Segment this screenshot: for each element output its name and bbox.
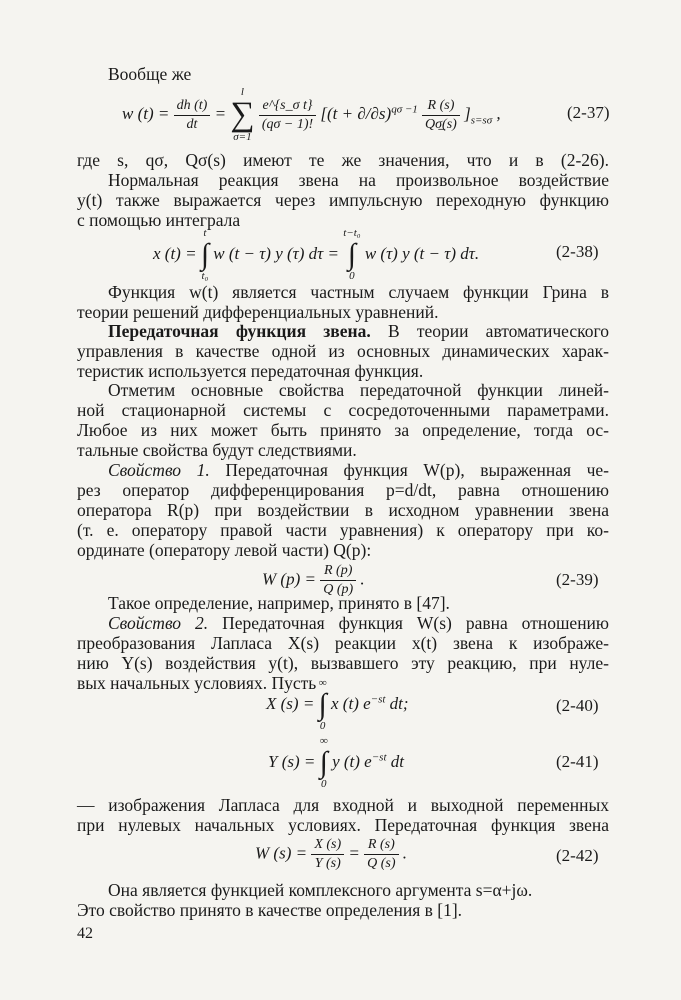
text-line: с помощью интеграла — [77, 210, 241, 230]
sum-operator — [230, 87, 254, 143]
equation-2-41 — [268, 736, 404, 790]
text-line: теристик используется передаточная функция. — [77, 361, 424, 381]
fraction — [259, 97, 316, 134]
eq-lhs: X (s) = — [266, 693, 319, 713]
text-line: Нормальная реакция звена на произвольное воздействие — [108, 170, 609, 190]
text-line: нию Y(s) воздействия y(t), вызвавшего эту реакцию, при нуле- — [77, 653, 609, 673]
equation-2-38 — [153, 228, 479, 282]
text-line: тальные свойства будут следствиями. — [77, 440, 357, 460]
bracket-term: [(t + ∂/∂s) — [320, 103, 392, 123]
eq-body: w (τ) y (t − τ) dτ. — [364, 243, 480, 263]
text-span: Передаточная функция W(p), выраженная че- — [209, 460, 609, 480]
text-line — [108, 321, 609, 341]
eq-body: x (t) e — [331, 693, 371, 713]
text-line: Это свойство принято в качестве определения в [1]. — [77, 900, 463, 920]
property-label: Свойство 2. — [108, 613, 209, 633]
text-line: Функция w(t) является частным случаем функции Грина в — [108, 282, 609, 302]
comma: , — [492, 103, 501, 123]
int-sub: 0 — [320, 778, 327, 790]
period: . — [402, 843, 408, 863]
frac-num: R (s) — [364, 836, 398, 855]
equation-number: (2-41) — [556, 752, 599, 771]
integral-operator — [319, 678, 327, 732]
period: . — [360, 569, 365, 589]
int-sup: ∞ — [319, 735, 328, 747]
frac-den: Y (s) — [314, 856, 341, 871]
power: qσ −1 — [391, 103, 418, 116]
frac-den: Qσ̲(s) — [425, 116, 457, 132]
eq-lhs: W (p) = — [262, 569, 321, 589]
fraction — [174, 97, 211, 134]
equation-2-37 — [122, 87, 501, 143]
sum-sup: l — [240, 86, 244, 98]
int-sup: t — [203, 227, 207, 239]
int-sup: ∞ — [318, 677, 327, 689]
text-line: Отметим основные свойства передаточной функции линей- — [108, 380, 609, 400]
text-line: Такое определение, например, принято в [47]. — [108, 593, 450, 613]
text-line: y(t) также выражается через импульсную переходную функцию — [77, 190, 609, 210]
frac-num: dh (t) — [174, 97, 211, 116]
eq-body: y (t) e — [332, 751, 372, 771]
text-line: где s, qσ, Qσ(s) имеют те же значения, что и в (2-26). — [77, 150, 609, 170]
equation-number: (2-42) — [556, 846, 599, 865]
text-line: преобразования Лапласа X(s) реакции x(t) звена к изображе- — [77, 633, 609, 653]
text-span: В теории автоматического — [370, 321, 610, 341]
fraction — [422, 97, 460, 134]
integral-operator — [320, 736, 328, 790]
text-line: теории решений дифференциальных уравнений. — [77, 302, 439, 322]
integral-sign: ∫ — [347, 238, 357, 271]
frac-den: dt — [186, 116, 198, 132]
text-line: Она является функцией комплексного аргумента s=α+jω. — [108, 880, 533, 900]
text-line: управления в качестве одной из основных динамических харак- — [77, 341, 609, 361]
eq-sign: = — [214, 103, 231, 123]
text-line: (т. е. оператору правой части уравнения) к оператору при ко- — [77, 520, 609, 540]
int-sup: t−t₀ — [343, 227, 361, 239]
eq-lhs: w (t) = — [122, 103, 174, 123]
frac-num: e^{s_σ t} — [259, 97, 316, 116]
integral-sign: ∫ — [319, 746, 328, 779]
eq-lhs: x (t) = — [153, 243, 201, 263]
frac-den: Q (p) — [323, 582, 354, 597]
eq-body: w (t − τ) y (τ) dτ = — [213, 243, 344, 263]
frac-num: R (p) — [320, 562, 356, 581]
sum-sub: σ=1 — [233, 131, 252, 143]
eq-lhs: Y (s) = — [268, 751, 320, 771]
int-sub: 0 — [349, 270, 355, 282]
sum-sign: ∑ — [230, 96, 255, 133]
exponent: −st — [370, 693, 386, 706]
int-sub: 0 — [319, 720, 326, 732]
integral-sign: ∫ — [318, 688, 327, 721]
frac-num: X (s) — [311, 836, 344, 855]
frac-den: (qσ − 1)! — [261, 116, 314, 132]
fraction — [311, 836, 344, 873]
text-line — [108, 613, 609, 633]
text-line: оператора R(p) при воздействии в исходном уравнении звена — [77, 500, 609, 520]
text-line: Любое из них может быть принято за определение, тогда ос- — [77, 420, 609, 440]
text-span: Передаточная функция W(s) равна отношению — [208, 613, 609, 633]
text-line: вых начальных условиях. Пусть — [77, 673, 317, 693]
frac-den: Q (s) — [367, 856, 396, 871]
equation-number: (2-40) — [556, 696, 599, 715]
text-line: Вообще же — [108, 64, 192, 84]
int-sub: t₀ — [201, 270, 209, 282]
integral-sign: ∫ — [200, 238, 210, 271]
text-line: при нулевых начальных условиях. Передаточная функция звена — [77, 815, 609, 835]
section-heading: Передаточная функция звена. — [108, 321, 371, 341]
exponent: −st — [371, 751, 387, 764]
text-line: рез оператор дифференцирования p=d/dt, равна отношению — [77, 480, 609, 500]
equation-2-40 — [266, 678, 409, 732]
bracket-close: ] — [464, 103, 471, 123]
eq-sign: = — [348, 843, 365, 863]
text-line: — изображения Лапласа для входной и выходной переменных — [77, 795, 609, 815]
eq-lhs: W (s) = — [255, 843, 312, 863]
eq-tail: dt — [386, 751, 404, 771]
fraction — [364, 836, 398, 873]
text-line — [108, 460, 609, 480]
equation-number: (2-39) — [556, 570, 599, 589]
frac-num: R (s) — [422, 97, 460, 116]
page-number: 42 — [77, 925, 93, 942]
eq-tail: dt; — [385, 693, 409, 713]
equation-number: (2-37) — [567, 103, 610, 122]
property-label: Свойство 1. — [108, 460, 210, 480]
integral-operator — [343, 228, 360, 282]
text-line: ординате (оператору левой части) Q(p): — [77, 540, 372, 560]
integral-operator — [201, 228, 209, 282]
equation-2-42 — [255, 836, 407, 873]
text-line: ной стационарной системы с сосредоточенными параметрами. — [77, 400, 609, 420]
eval-subscript: s=sσ — [470, 114, 493, 127]
equation-number: (2-38) — [556, 242, 599, 261]
